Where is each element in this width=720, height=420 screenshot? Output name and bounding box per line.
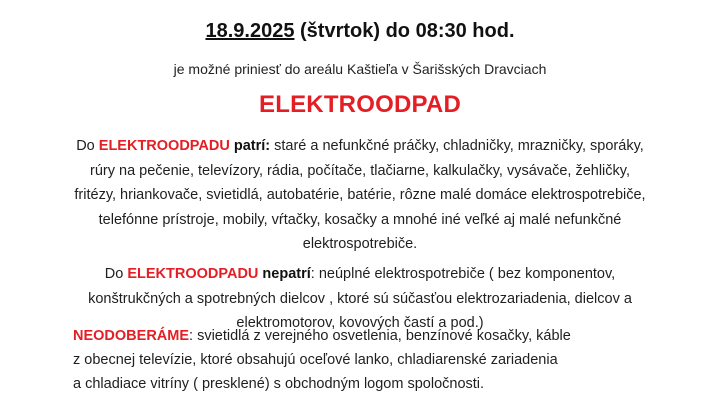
not-accepted-line-1 xyxy=(73,324,673,348)
collection-date: 18.9.2025 xyxy=(205,20,295,42)
not-accepted-paragraph xyxy=(73,324,673,396)
headline-elektroodpad: ELEKTROODPAD xyxy=(259,91,461,118)
not-belongs-list: : neúplné elektrospotrebiče ( bez komponentov, konštrukčných a spotrebných dielcov , ktoré sú súčasťou elektrozariadenia, dielcov a elektromotorov, kovových častí a pod.) xyxy=(88,266,632,331)
belongs-prefix: Do xyxy=(76,138,99,154)
date-heading xyxy=(0,20,720,43)
collection-time: (štvrtok) do 08:30 hod. xyxy=(294,20,515,42)
intro-text: je možné priniesť do areálu Kaštieľa v Šarišských Dravciach xyxy=(173,61,547,77)
not-accepted-line-3: a chladiace vitríny ( presklené) s obchodným logom spoločnosti. xyxy=(73,376,485,392)
belongs-verb: patrí: xyxy=(229,138,271,154)
not-accepted-text-1: : svietidlá z verejného osvetlenia, benzínové kosačky, káble xyxy=(189,328,571,344)
belongs-paragraph xyxy=(70,134,650,257)
belongs-list: staré a nefunkčné práčky, chladničky, mrazničky, sporáky, rúry na pečenie, televízory, rádia, počítače, tlačiarne, kalkulačky, vysávače, žehličky, fritézy, hriankovače, svietidlá, autobatérie, batérie, rôzne malé domáce elektrospotrebiče, telefónne prístroje, mobily, vŕtačky, kosačky a mnohé iné veľké aj malé nefunkčné elektrospotrebiče. xyxy=(74,138,646,252)
not-belongs-prefix: Do xyxy=(104,266,128,282)
not-belongs-keyword: ELEKTROODPADU xyxy=(127,266,259,282)
not-accepted-keyword: NEODOBERÁME xyxy=(73,328,190,344)
not-accepted-line-2: z obecnej televízie, ktoré obsahujú oceľové lanko, chladiarenské zariadenia xyxy=(73,352,558,368)
belongs-keyword: ELEKTROODPADU xyxy=(98,138,230,154)
not-belongs-verb: nepatrí xyxy=(258,266,311,282)
